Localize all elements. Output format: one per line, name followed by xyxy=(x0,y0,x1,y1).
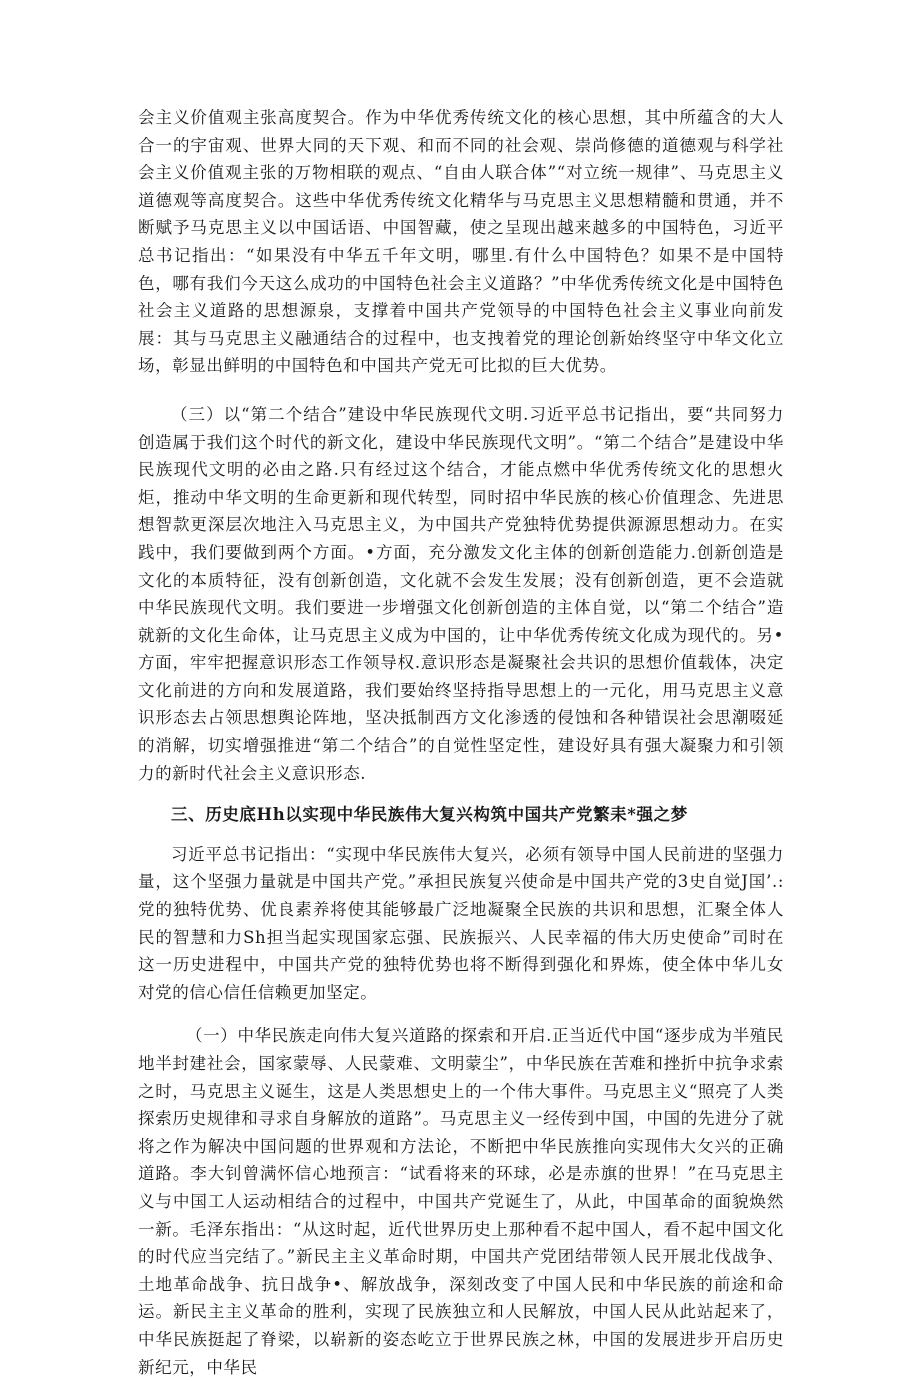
body-paragraph-2: （三）以“第二个结合”建设中华民族现代文明.习近平总书记指出，要“共同努力创造属于我们这个时代的新文化，建设中华民族现代文明”。“第二个结合”是建设中华民族现代文明的必由之路.只有经过这个结合，才能点燃中华优秀传统文化的思想火炬，推动中华文明的生命更新和现代转型，同时招中华民族的核心价值理念、先进思想智款更深层次地注入马克思主义，为中国共产党独特优势提供源源思想动力。在实践中，我们要做到两个方面。•方面，充分激发文化主体的创新创造能力.创新创造是文化的本质特征，没有创新创造，文化就不会发生发展；没有创新创造，更不会造就中华民族现代文明。我们要进一步增强文化创新创造的主体自觉，以“第二个结合”造就新的文化生命体，让马克思主义成为中国的，让中华优秀传统文化成为现代的。另•方面，牢牢把握意识形态工作领导权.意识形态是凝聚社会共识的思想价值载体，决定文化前进的方向和发展道路，我们要始终坚持指导思想上的一元化，用马克思主义意识形态去占领思想舆论阵地，坚决抵制西方文化渗透的侵蚀和各种错误社会思潮啜延的消解，切实增强推进“第二个结合”的自觉性坚定性，建设好具有强大凝聚力和引领力的新时代社会主义意识形态. xyxy=(138,404,784,783)
body-paragraph-3: 习近平总书记指出：“实现中华民族伟大复兴，必须有领导中国人民前进的坚强力量，这个坚强力量就是中国共产党。”承担民族复兴使命是中国共产党的3史自觉J国’.:党的独特优势、优良素养将使其能够最广泛地凝聚全民族的共识和思想，汇聚全体人民的智慧和力Sh担当起实现国家忘强、民族振兴、人民幸福的伟大历史使命”司时在这一历史进程中，中国共产党的独特优势也将不断得到强化和界炼，使全体中华儿女对党的信心信任信赖更加坚定。 xyxy=(138,844,784,1002)
document-page xyxy=(138,104,784,1381)
body-paragraph-4: （一）中华民族走向伟大复兴道路的探索和开启.正当近代中国“逐步成为半殖民地半封建社会，国家蒙辱、人民蒙难、文明蒙尘”，中华民族在苦难和挫折中抗争求索之时，马克思主义诞生，这是人类思想史上的一个伟大事件。马克思主义“照亮了人类探索历史规律和寻求自身解放的道路”。马克思主义一经传到中国，中国的先进分了就将之作为解决中国问题的世界观和方法论，不断把中华民族推向实现伟大攵兴的正确道路。李大钊曾满怀信心地预言：“试看将来的环球，必是赤旗的世界！”在马克思主义与中国工人运动相结合的过程中，中国共产党诞生了，从此，中国革命的面貌焕然一新。毛泽东指出：“从这时起，近代世界历史上那种看不起中国人，看不起中国文化的时代应当完结了。”新民主主义革命时期，中国共产党团结带领人民开展北伐战争、土地革命战争、抗日战争•、解放战争，深刻改变了中国人民和中华民族的前途和命运。新民主主义革命的胜利，实现了民族独立和人民解放，中国人民从此站起来了，中华民族挺起了脊梁，以崭新的姿态屹立于世界民族之林，中国的发展进步开启历史新纪元，中华民 xyxy=(138,1026,784,1377)
body-paragraph-1: 会主义价值观主张高度契合。作为中华优秀传统文化的核心思想，其中所蕴含的大人合一的宇宙观、世界大同的天下观、和而不同的社会观、崇尚修德的道德观与科学社会主义价值观主张的万物相联的观点、“自由人联合体”“对立统一规律”、马克思主义道德观等高度契合。这些中华优秀传统文化精华与马克思主义思想精髓和贯通，并不断赋予马克思主义以中国话语、中国智藏，使之呈现出越来越多的中国特色，习近平总书记指出：“如果没有中华五千年文明，哪里.有什么中国特色？如果不是中国特色，哪有我们今天这么成功的中国特色社会主义道路？”中华优秀传统文化是中国特色社会主义道路的思想源泉，支撑着中国共产党领导的中国特色社会主义事业向前发展：其与马克思主义融通结合的过程中，也支拽着党的理论创新始终坚守中华文化立场，彰显出鲜明的中国特色和中国共产党无可比拟的巨大优势。 xyxy=(138,108,784,376)
section-heading: 三、历史底Hh以实现中华民族伟大复兴构筑中国共产党繁耒*强之梦 xyxy=(171,805,688,825)
